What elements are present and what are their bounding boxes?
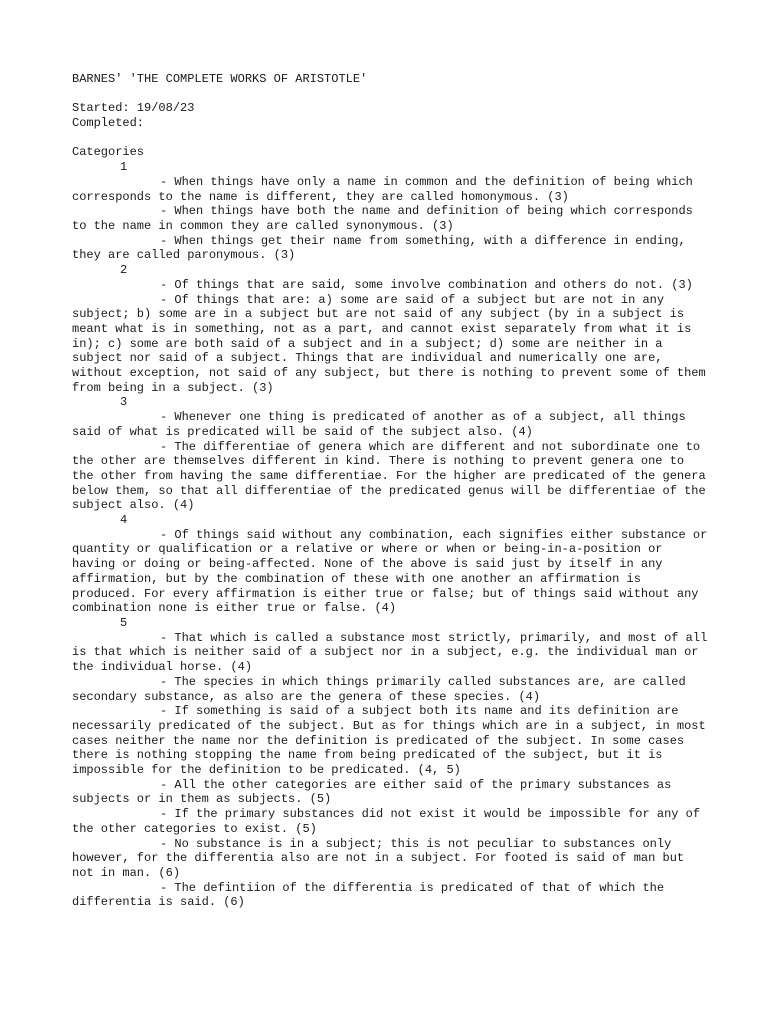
chapter-number: 1: [120, 160, 128, 175]
chapter-paragraph: - The defintiion of the differentia is predicated of that of which the differentia is said. (6): [72, 880, 672, 910]
chapter-paragraph: - Of things that are: a) some are said of a subject but are not in any subject; b) some are in a subject but are not said of any subject (by in a subject is meant what is in something, not as a part, and cannot exist separately from what it is in); c) some are both said of a subject and in a subject; d) some are neither in a subject nor said of a subject. Things that are individual and numerically one are, without exception, not said of any subject, but there is nothing to prevent some of them from being in a subject. (3): [72, 292, 713, 395]
chapter-paragraph: - The differentiae of genera which are different and not subordinate one to the other are themselves different in kind. There is nothing to prevent genera one to the other from having the same differentiae. For the higher are predicated of the genera below them, so that all differentiae of the predicated genus will be differentiae of the subject also. (4): [72, 439, 713, 513]
spacer: [72, 87, 712, 102]
chapter-number: 3: [120, 395, 128, 410]
chapter-paragraph: - If something is said of a subject both its name and its definition are necessarily predicated of the subject. But as for things which are in a subject, in most cases neither the name nor the definition is predicated of the subject. In some cases there is nothing stopping the name from being predicated of the subject, but it is impossible for the definition to be predicated. (4, 5): [72, 704, 713, 778]
chapter-number: 2: [120, 263, 128, 278]
document-title: BARNES' 'THE COMPLETE WORKS OF ARISTOTLE': [72, 72, 368, 86]
spacer: [72, 131, 712, 146]
completed-date: Completed:: [72, 116, 145, 131]
chapter-paragraph: - When things get their name from something, with a difference in ending, they are called paronymous. (3): [72, 233, 693, 263]
chapter-number: 5: [120, 615, 128, 630]
chapter-paragraph: - If the primary substances did not exist it would be impossible for any of the other categories to exist. (5): [72, 807, 708, 836]
started-date: Started: 19/08/23: [72, 101, 195, 116]
chapter-paragraph: - When things have only a name in common and the definition of being which corresponds to the name is different, they are called homonymous. (3): [72, 174, 701, 204]
section-title: Categories: [72, 145, 145, 160]
chapter-paragraph: - When things have both the name and definition of being which corresponds to the name in common they are called synonymous. (3): [72, 204, 701, 233]
chapter-paragraph: - Of things said without any combination, each signifies either substance or quantity or qualification or a relative or where or when or being-in-a-position or having or doing or being-affected. None of the above is said just by itself in any affirmation, but by the combination of these with one another an affirmation is produced. For every affirmation is either true or false; but of things said without any combination none is either true or false. (4): [72, 527, 715, 616]
chapter-paragraph: - The species in which things primarily called substances are, are called secondary substance, as also are the genera of these species. (4): [72, 674, 693, 704]
chapter-paragraph: - Whenever one thing is predicated of another as of a subject, all things said of what is predicated will be said of the subject also. (4): [72, 410, 693, 439]
chapter-paragraph: - That which is called a substance most strictly, primarily, and most of all is that which is neither said of a subject nor in a subject, e.g. the individual man or the individual horse. (4): [72, 630, 715, 675]
chapter-paragraph: - All the other categories are either said of the primary substances as subjects or in them as subjects. (5): [72, 777, 679, 807]
chapter-number: 4: [120, 513, 128, 528]
chapter-paragraph: - No substance is in a subject; this is not peculiar to substances only however, for the differentia also are not in a subject. For footed is said of man but not in man. (6): [72, 836, 692, 880]
document-page: [72, 72, 715, 910]
chapter-paragraph: - Of things that are said, some involve combination and others do not. (3): [160, 277, 693, 292]
